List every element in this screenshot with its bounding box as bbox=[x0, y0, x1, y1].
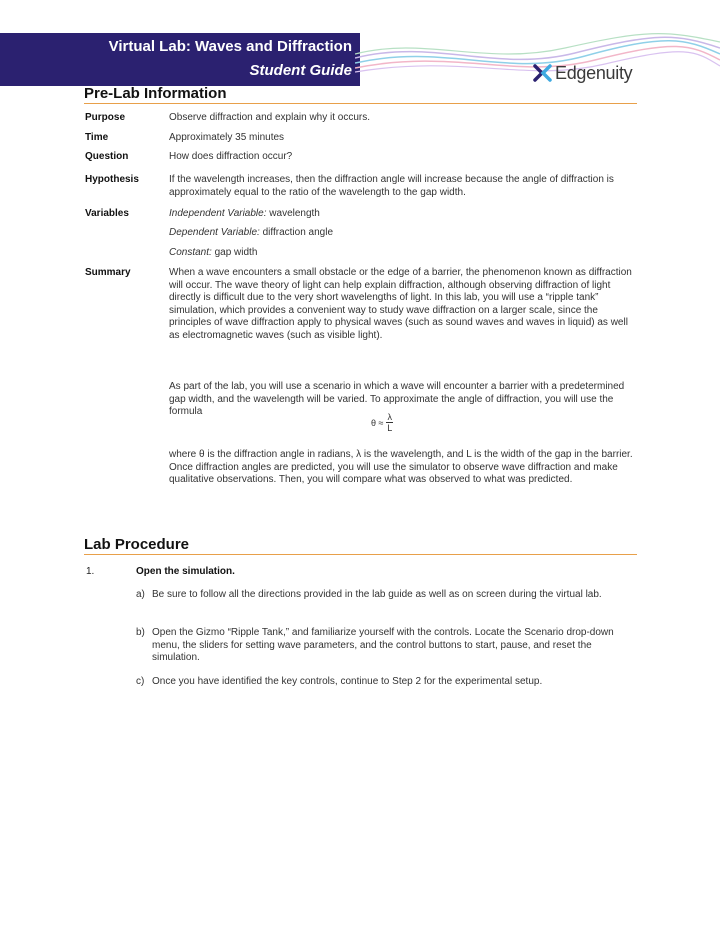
constant-value: gap width bbox=[214, 247, 258, 258]
independent-variable bbox=[169, 208, 635, 221]
variables-label: Variables bbox=[85, 208, 129, 219]
step-1c-letter: c) bbox=[136, 676, 145, 687]
summary-paragraph-3: where θ is the diffraction angle in radians, λ is the wavelength, and L is the width of the gap in the barrier. Once diffraction angles are predicted, you will use the simulator to observe wave diffraction and make qualitative observations. Then, you will compare what was observed to what was predicted. bbox=[169, 449, 633, 486]
purpose-value: Observe diffraction and explain why it occurs. bbox=[169, 112, 371, 123]
prelab-divider bbox=[84, 103, 637, 104]
step-1b-text: Open the Gizmo “Ripple Tank,” and familiarize yourself with the controls. Locate the Scenario drop-down menu, the sliders for setting wave parameters, and the control buttons to start, pause, and reset the simulation. bbox=[152, 627, 614, 664]
step-1a-text: Be sure to follow all the directions provided in the lab guide as well as on screen during the virtual lab. bbox=[152, 589, 602, 600]
prelab-heading: Pre-Lab Information bbox=[84, 85, 227, 102]
edgenuity-x-icon bbox=[533, 63, 553, 83]
question-label: Question bbox=[85, 151, 129, 162]
step-1b-letter: b) bbox=[136, 627, 145, 638]
document-title: Virtual Lab: Waves and Diffraction bbox=[108, 38, 352, 55]
independent-value: wavelength bbox=[269, 208, 320, 219]
dependent-value: diffraction angle bbox=[262, 227, 334, 238]
formula-fraction bbox=[386, 412, 393, 433]
summary-label: Summary bbox=[85, 267, 131, 278]
dependent-variable bbox=[169, 227, 635, 240]
document-subtitle: Student Guide bbox=[249, 62, 352, 79]
step-1a-letter: a) bbox=[136, 589, 145, 600]
independent-label: Independent Variable: bbox=[169, 208, 267, 219]
formula-numerator: λ bbox=[387, 412, 392, 422]
question-value: How does diffraction occur? bbox=[169, 151, 293, 162]
procedure-heading: Lab Procedure bbox=[84, 536, 190, 553]
summary-paragraph-1: When a wave encounters a small obstacle or the edge of a barrier, the phenomenon known as diffraction will occur. The wave theory of light can help explain diffraction, although observing diffraction of light directly is difficult due to the very short wavelengths of light. In this lab, you will use a “ripple tank” simulation, which provides a convenient way to study wave diffraction on a larger scale, since the principles of wave diffraction apply to physical waves (such as sound waves and waves in liquid) as well as electromagnetic waves (such as visible light). bbox=[169, 267, 632, 341]
diffraction-formula bbox=[371, 412, 393, 433]
formula-denominator: L bbox=[387, 423, 393, 433]
purpose-label: Purpose bbox=[85, 112, 126, 123]
constant-variable bbox=[169, 247, 635, 260]
time-value: Approximately 35 minutes bbox=[169, 132, 285, 143]
dependent-label: Dependent Variable: bbox=[169, 227, 260, 238]
time-label: Time bbox=[85, 132, 109, 143]
hypothesis-label: Hypothesis bbox=[85, 174, 139, 185]
procedure-divider bbox=[84, 554, 637, 555]
step-1-title: Open the simulation. bbox=[136, 566, 235, 577]
formula-lhs: θ ≈ bbox=[371, 417, 384, 428]
constant-label: Constant: bbox=[169, 247, 212, 258]
header-band bbox=[0, 33, 360, 86]
logo-wordmark: Edgenuity bbox=[555, 62, 633, 83]
edgenuity-logo bbox=[533, 61, 632, 85]
step-1c-text: Once you have identified the key controls, continue to Step 2 for the experimental setup. bbox=[152, 676, 543, 687]
hypothesis-value: If the wavelength increases, then the diffraction angle will increase because the angle of diffraction is approximately equal to the ratio of the wavelength to the gap width. bbox=[169, 174, 614, 198]
step-1-number: 1. bbox=[86, 566, 95, 577]
summary-paragraph-2: As part of the lab, you will use a scenario in which a wave will encounter a barrier with a predetermined gap width, and the wavelength will be varied. To approximate the angle of diffraction, you will use the formula bbox=[169, 381, 625, 418]
